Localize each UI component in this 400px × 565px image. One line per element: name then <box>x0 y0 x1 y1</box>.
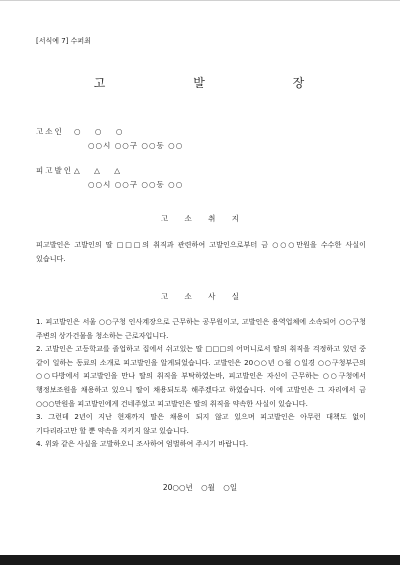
accused-name: △ △ △ <box>74 166 127 175</box>
facts-item: 3. 그런데 2년이 지난 현재까지 딸은 채용이 되지 않고 있으며 피고발인은 아무런 대책도 없이 기다리라고만 할 뿐 약속을 지키지 않고 있습니다. <box>36 412 366 435</box>
facts-heading: 고 소 사 실 <box>160 292 247 301</box>
purpose-heading: 고 소 취 지 <box>160 214 247 223</box>
accused-address: ○○시 ○○구 ○○동 ○○ <box>88 180 184 189</box>
bottom-bar <box>0 555 400 565</box>
document-date: 20○○년 ○월 ○일 <box>162 483 238 492</box>
facts-item: 1. 피고발인은 서울 ○○구청 인사계장으로 근무하는 공무원이고, 고발인은 용역업체에 소속되어 ○○구청 주변의 상가건물을 청소하는 근로자입니다. <box>36 317 366 340</box>
purpose-text <box>36 238 366 265</box>
facts-item: 2. 고발인은 고등학교를 졸업하고 집에서 쉬고있는 딸 □□□의 어머니로서 딸의 취직을 걱정하고 있던 중 같이 일하는 동료의 소개로 피고발인을 알게되었습니다. 고발인은 20○○년 ○월 ○일경 ○○구청부근의 ○○다방에서 피고발인을 만나 딸의 취직을 부탁하였는바, 피고발인은 자신이 근무하는 ○○구청에서 행정보조원을 채용하고 있으니 딸이 채용되도록 해주겠다고 하였습니다. 이에 고발인은 그 자리에서 금 ○○○만원을 피고발인에게 건네주었고 피고발인은 딸의 취직을 약속한 사실이 있습니다. <box>36 344 366 408</box>
complainant-label: 고소인 <box>36 127 64 136</box>
purpose-paragraph: 피고발인은 고발인의 딸 □□□의 취직과 관련하여 고발인으로부터 금 ○○○만원을 수수한 사실이 있습니다. <box>36 240 366 263</box>
complainant-address: ○○시 ○○구 ○○동 ○○ <box>88 141 184 150</box>
form-tag: [서식예 7] 수퍼최 <box>36 37 91 45</box>
accused-label: 피고발인 <box>36 166 73 175</box>
document-title: 고 발 장 <box>93 76 347 90</box>
complainant-name: ○ ○ ○ <box>74 127 129 136</box>
facts-item: 4. 위와 같은 사실을 고발하오니 조사하여 엄벌하여 주시기 바랍니다. <box>36 439 249 449</box>
facts-list <box>36 315 366 451</box>
